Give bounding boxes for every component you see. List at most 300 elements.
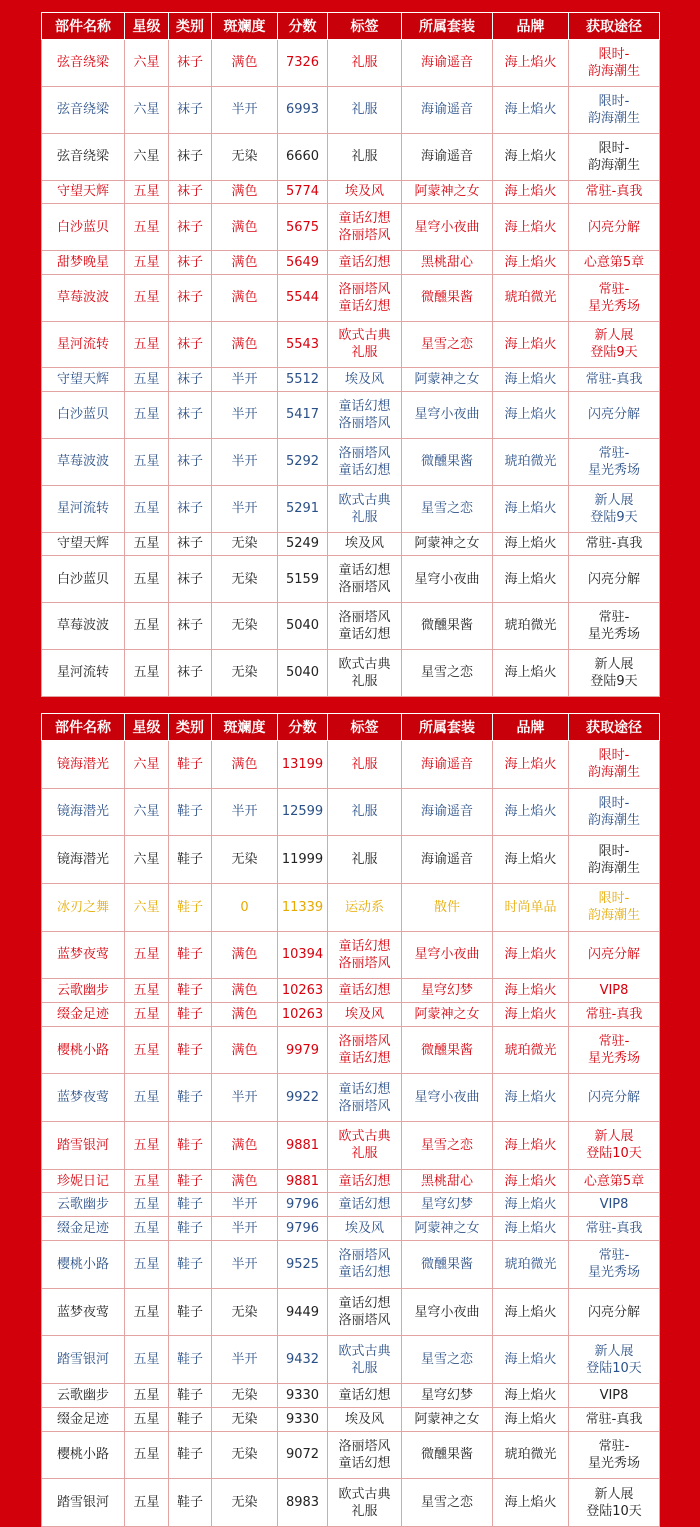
cell-text-line: 星光秀场 [587, 1455, 640, 1471]
category-cell: 鞋子 [169, 1431, 212, 1479]
item-name-cell: 樱桃小路 [42, 1431, 125, 1479]
brand-cell [493, 1026, 569, 1074]
source-cell [569, 40, 660, 87]
item-name-cell: 草莓波波 [42, 438, 125, 485]
outfit-set-cell [402, 1479, 493, 1527]
cell-text-line: 海上焰火 [504, 102, 557, 118]
table-row [42, 251, 660, 274]
category-cell: 鞋子 [169, 1407, 212, 1431]
item-name-cell: 冰刃之舞 [42, 883, 125, 931]
cell-text-line: 童话幻想 [338, 1265, 391, 1281]
score-cell: 9881 [278, 1169, 328, 1193]
header-score: 分数 [278, 13, 328, 40]
cell-text-line: 星穹小夜曲 [414, 407, 480, 423]
cell-text-line: 琥珀微光 [504, 290, 557, 306]
star-level-cell: 五星 [125, 1122, 169, 1170]
category-cell: 袜子 [169, 438, 212, 485]
cell-text-line: 星光秀场 [587, 1051, 640, 1067]
cell-text-line: 童话幻想 [338, 626, 391, 642]
star-level-cell: 六星 [125, 788, 169, 836]
cell-text-line: 常驻-真我 [585, 1221, 643, 1237]
cell-text-line: 新人展 [594, 1486, 634, 1502]
cell-text-line: 洛丽塔风 [338, 609, 391, 625]
category-cell: 鞋子 [169, 1241, 212, 1289]
score-cell: 13199 [278, 741, 328, 789]
cell-text-line: 海上焰火 [504, 947, 557, 963]
item-name-cell: 樱桃小路 [42, 1026, 125, 1074]
item-name-cell: 缀金足迹 [42, 1002, 125, 1026]
cell-text-line: 限时- [598, 843, 630, 859]
item-name-cell: 星河流转 [42, 321, 125, 368]
brand-cell [493, 788, 569, 836]
cell-text-line: 限时- [598, 140, 630, 156]
cell-text-line: 海上焰火 [504, 1352, 557, 1368]
source-cell [569, 1383, 660, 1407]
cell-text-line: 洛丽塔风 [338, 1098, 391, 1114]
cell-text-line: 星雪之恋 [420, 1352, 473, 1368]
source-cell [569, 321, 660, 368]
score-cell: 5040 [278, 649, 328, 696]
tags-cell [328, 1336, 402, 1384]
cell-text-line: 礼服 [351, 345, 378, 361]
source-cell [569, 883, 660, 931]
header-source: 获取途径 [569, 714, 660, 741]
outfit-set-cell [402, 274, 493, 321]
category-cell: 袜子 [169, 204, 212, 251]
brand-cell [493, 649, 569, 696]
category-cell: 鞋子 [169, 1217, 212, 1241]
source-cell [569, 1241, 660, 1289]
tags-cell [328, 1217, 402, 1241]
brand-cell [493, 133, 569, 180]
tags-cell [328, 204, 402, 251]
outfit-set-cell [402, 532, 493, 555]
category-cell: 袜子 [169, 321, 212, 368]
cell-text-line: 洛丽塔风 [338, 955, 391, 971]
cell-text-line: 童话幻想 [338, 1081, 391, 1097]
cell-text-line: 海上焰火 [504, 852, 557, 868]
source-cell [569, 979, 660, 1003]
table-row [42, 1169, 660, 1193]
cell-text-line: 星光秀场 [587, 626, 640, 642]
dye-level-cell: 满色 [212, 1026, 278, 1074]
category-cell: 鞋子 [169, 1026, 212, 1074]
outfit-set-cell [402, 438, 493, 485]
cell-text-line: 海上焰火 [504, 536, 557, 552]
star-level-cell: 五星 [125, 180, 169, 203]
table-header-row [42, 714, 660, 741]
tags-cell [328, 931, 402, 979]
dye-level-cell: 半开 [212, 485, 278, 532]
cell-text-line: 星雪之恋 [420, 501, 473, 517]
table-row [42, 86, 660, 133]
outfit-set-cell [402, 204, 493, 251]
table-row [42, 180, 660, 203]
cell-text-line: 海上焰火 [504, 1495, 557, 1510]
cell-text-line: 常驻- [598, 1438, 630, 1454]
source-cell [569, 1122, 660, 1170]
score-cell: 9922 [278, 1074, 328, 1122]
table-row [42, 1074, 660, 1122]
item-name-cell: 守望天辉 [42, 368, 125, 391]
tags-cell [328, 133, 402, 180]
outfit-set-cell [402, 883, 493, 931]
star-level-cell: 五星 [125, 251, 169, 274]
star-level-cell: 五星 [125, 274, 169, 321]
brand-cell [493, 368, 569, 391]
outfit-set-cell [402, 649, 493, 696]
cell-text-line: 星雪之恋 [420, 1495, 473, 1510]
cell-text-line: 常驻- [598, 1248, 630, 1264]
item-name-cell: 镜海潜光 [42, 741, 125, 789]
cell-text-line: 星穹幻梦 [420, 1387, 473, 1403]
category-cell: 袜子 [169, 180, 212, 203]
header-dye-level: 斑斓度 [212, 714, 278, 741]
table-row [42, 931, 660, 979]
score-cell: 8983 [278, 1479, 328, 1527]
outfit-set-cell [402, 1336, 493, 1384]
cell-text-line: 礼服 [351, 102, 378, 118]
source-cell [569, 1288, 660, 1336]
brand-cell [493, 86, 569, 133]
star-level-cell: 五星 [125, 532, 169, 555]
source-cell [569, 931, 660, 979]
item-name-cell: 弦音绕梁 [42, 133, 125, 180]
tags-cell [328, 1122, 402, 1170]
item-name-cell: 守望天辉 [42, 532, 125, 555]
cell-text-line: 海上焰火 [504, 372, 557, 388]
outfit-set-cell [402, 1431, 493, 1479]
cell-text-line: 童话幻想 [338, 1387, 391, 1403]
table-row [42, 1002, 660, 1026]
cell-text-line: 阿蒙神之女 [414, 1006, 480, 1022]
cell-text-line: 登陆9天 [590, 673, 638, 689]
dye-level-cell: 无染 [212, 1383, 278, 1407]
outfit-set-cell [402, 86, 493, 133]
star-level-cell: 五星 [125, 1407, 169, 1431]
item-name-cell: 星河流转 [42, 649, 125, 696]
header-dye-level: 斑斓度 [212, 13, 278, 40]
tags-cell [328, 1002, 402, 1026]
item-name-cell: 云歌幽步 [42, 1193, 125, 1217]
category-cell: 鞋子 [169, 1169, 212, 1193]
outfit-set-cell [402, 133, 493, 180]
outfit-set-cell [402, 321, 493, 368]
cell-text-line: 海上焰火 [504, 1411, 557, 1427]
brand-cell [493, 1241, 569, 1289]
score-cell: 5544 [278, 274, 328, 321]
category-cell: 鞋子 [169, 979, 212, 1003]
cell-text-line: 欧式古典 [338, 1486, 391, 1502]
star-level-cell: 五星 [125, 1288, 169, 1336]
cell-text-line: 洛丽塔风 [338, 1313, 391, 1328]
header-category: 类别 [169, 714, 212, 741]
item-name-cell: 踏雪银河 [42, 1122, 125, 1170]
table-row [42, 836, 660, 884]
cell-text-line: 海上焰火 [504, 756, 557, 772]
category-cell: 鞋子 [169, 1074, 212, 1122]
table-row [42, 1479, 660, 1527]
score-cell: 5159 [278, 556, 328, 603]
cell-text-line: 星雪之恋 [420, 336, 473, 352]
outfit-set-cell [402, 836, 493, 884]
cell-text-line: 埃及风 [344, 372, 384, 388]
item-name-cell: 蓝梦夜莺 [42, 931, 125, 979]
header-outfit-set: 所属套装 [402, 13, 493, 40]
table-row [42, 603, 660, 650]
score-cell: 9979 [278, 1026, 328, 1074]
cell-text-line: 童话幻想 [338, 1197, 391, 1213]
tags-cell [328, 1026, 402, 1074]
star-level-cell: 五星 [125, 1002, 169, 1026]
dye-level-cell: 满色 [212, 1169, 278, 1193]
star-level-cell: 五星 [125, 556, 169, 603]
cell-text-line: 星光秀场 [587, 298, 640, 314]
item-name-cell: 草莓波波 [42, 603, 125, 650]
star-level-cell: 五星 [125, 438, 169, 485]
dye-level-cell: 满色 [212, 1122, 278, 1170]
cell-text-line: 童话幻想 [338, 1455, 391, 1471]
cell-text-line: 海谕遥音 [420, 102, 473, 118]
source-cell [569, 251, 660, 274]
source-cell [569, 741, 660, 789]
cell-text-line: 童话幻想 [338, 211, 391, 227]
star-level-cell: 六星 [125, 883, 169, 931]
cell-text-line: 海上焰火 [504, 1387, 557, 1403]
cell-text-line: 散件 [433, 899, 460, 915]
source-cell [569, 86, 660, 133]
cell-text-line: 常驻-真我 [585, 184, 643, 200]
star-level-cell: 五星 [125, 931, 169, 979]
brand-cell [493, 1002, 569, 1026]
cell-text-line: 韵海潮生 [587, 908, 640, 924]
brand-cell [493, 1217, 569, 1241]
brand-cell [493, 1193, 569, 1217]
tags-cell [328, 836, 402, 884]
table-row [42, 40, 660, 87]
star-level-cell: 五星 [125, 603, 169, 650]
cell-text-line: 微醺果酱 [420, 290, 473, 306]
source-cell [569, 1169, 660, 1193]
outfit-set-cell [402, 1383, 493, 1407]
dye-level-cell: 半开 [212, 1336, 278, 1384]
cell-text-line: 闪亮分解 [587, 219, 640, 235]
item-name-cell: 镜海潜光 [42, 836, 125, 884]
cell-text-line: 欧式古典 [338, 656, 391, 672]
brand-cell [493, 1383, 569, 1407]
brand-cell [493, 1169, 569, 1193]
category-cell: 袜子 [169, 532, 212, 555]
outfit-set-cell [402, 931, 493, 979]
dye-level-cell: 满色 [212, 180, 278, 203]
cell-text-line: 埃及风 [344, 184, 384, 200]
brand-cell [493, 1431, 569, 1479]
star-level-cell: 六星 [125, 836, 169, 884]
brand-cell [493, 836, 569, 884]
cell-text-line: 限时- [598, 795, 630, 811]
category-cell: 袜子 [169, 251, 212, 274]
category-cell: 袜子 [169, 274, 212, 321]
table-row [42, 133, 660, 180]
cell-text-line: 海谕遥音 [420, 852, 473, 868]
header-source: 获取途径 [569, 13, 660, 40]
table-row [42, 274, 660, 321]
star-level-cell: 五星 [125, 391, 169, 438]
outfit-set-cell [402, 1074, 493, 1122]
cell-text-line: 心意第5章 [583, 254, 645, 270]
item-name-cell: 云歌幽步 [42, 1383, 125, 1407]
cell-text-line: 海上焰火 [504, 571, 557, 587]
score-cell: 10263 [278, 979, 328, 1003]
star-level-cell: 五星 [125, 1217, 169, 1241]
score-cell: 5512 [278, 368, 328, 391]
score-cell: 9432 [278, 1336, 328, 1384]
brand-cell [493, 979, 569, 1003]
table-row [42, 649, 660, 696]
source-cell [569, 649, 660, 696]
cell-text-line: 埃及风 [344, 1411, 384, 1427]
category-cell: 鞋子 [169, 883, 212, 931]
score-cell: 11999 [278, 836, 328, 884]
cell-text-line: 海上焰火 [504, 1173, 557, 1189]
cell-text-line: 童话幻想 [338, 298, 391, 314]
score-cell: 6993 [278, 86, 328, 133]
tags-cell [328, 1193, 402, 1217]
brand-cell [493, 603, 569, 650]
star-level-cell: 六星 [125, 741, 169, 789]
cell-text-line: 常驻-真我 [585, 1006, 643, 1022]
table-row [42, 1288, 660, 1336]
item-name-cell: 镜海潜光 [42, 788, 125, 836]
brand-cell [493, 1122, 569, 1170]
dye-level-cell: 无染 [212, 649, 278, 696]
tags-cell [328, 40, 402, 87]
item-name-cell: 樱桃小路 [42, 1241, 125, 1289]
cell-text-line: 礼服 [351, 55, 378, 71]
cell-text-line: 洛丽塔风 [338, 445, 391, 461]
tags-cell [328, 788, 402, 836]
table-row [42, 438, 660, 485]
brand-cell [493, 391, 569, 438]
source-cell [569, 1407, 660, 1431]
star-level-cell: 五星 [125, 1169, 169, 1193]
outfit-set-cell [402, 741, 493, 789]
cell-text-line: 童话幻想 [338, 398, 391, 414]
source-cell [569, 391, 660, 438]
item-name-cell: 甜梦晚星 [42, 251, 125, 274]
outfit-set-cell [402, 603, 493, 650]
cell-text-line: 童话幻想 [338, 1173, 391, 1189]
cell-text-line: 海上焰火 [504, 336, 557, 352]
category-cell: 鞋子 [169, 1336, 212, 1384]
source-cell [569, 133, 660, 180]
shoes-score-table [41, 713, 660, 1527]
cell-text-line: 琥珀微光 [504, 1042, 557, 1058]
category-cell: 鞋子 [169, 1479, 212, 1527]
cell-text-line: 微醺果酱 [420, 1447, 473, 1463]
tags-cell [328, 1074, 402, 1122]
outfit-set-cell [402, 40, 493, 87]
brand-cell [493, 1288, 569, 1336]
cell-text-line: 埃及风 [344, 1006, 384, 1022]
cell-text-line: 新人展 [594, 1343, 634, 1359]
cell-text-line: 星光秀场 [587, 462, 640, 478]
star-level-cell: 六星 [125, 133, 169, 180]
tags-cell [328, 391, 402, 438]
star-level-cell: 五星 [125, 1383, 169, 1407]
dye-level-cell: 满色 [212, 40, 278, 87]
cell-text-line: 洛丽塔风 [338, 1438, 391, 1454]
cell-text-line: 童话幻想 [338, 254, 391, 270]
table-row [42, 556, 660, 603]
cell-text-line: 星光秀场 [587, 1265, 640, 1281]
table-row [42, 1193, 660, 1217]
item-name-cell: 白沙蓝贝 [42, 204, 125, 251]
tags-cell [328, 368, 402, 391]
table-row [42, 979, 660, 1003]
cell-text-line: 微醺果酱 [420, 1256, 473, 1272]
score-cell: 11339 [278, 883, 328, 931]
cell-text-line: 常驻- [598, 281, 630, 297]
outfit-set-cell [402, 1026, 493, 1074]
item-name-cell: 星河流转 [42, 485, 125, 532]
cell-text-line: 闪亮分解 [587, 407, 640, 423]
dye-level-cell: 半开 [212, 86, 278, 133]
score-cell: 10394 [278, 931, 328, 979]
star-level-cell: 五星 [125, 649, 169, 696]
category-cell: 袜子 [169, 485, 212, 532]
score-cell: 5675 [278, 204, 328, 251]
table-row [42, 321, 660, 368]
header-tags: 标签 [328, 13, 402, 40]
score-cell: 5040 [278, 603, 328, 650]
cell-text-line: 限时- [598, 93, 630, 109]
item-name-cell: 白沙蓝贝 [42, 556, 125, 603]
cell-text-line: 礼服 [351, 852, 378, 868]
table-row [42, 788, 660, 836]
dye-level-cell: 无染 [212, 1431, 278, 1479]
cell-text-line: 海上焰火 [504, 55, 557, 71]
cell-text-line: 童话幻想 [338, 938, 391, 954]
cell-text-line: 韵海潮生 [587, 765, 640, 781]
category-cell: 鞋子 [169, 1288, 212, 1336]
item-name-cell: 弦音绕梁 [42, 40, 125, 87]
score-cell: 5649 [278, 251, 328, 274]
dye-level-cell: 满色 [212, 274, 278, 321]
header-category: 类别 [169, 13, 212, 40]
cell-text-line: 海上焰火 [504, 1090, 557, 1106]
brand-cell [493, 251, 569, 274]
cell-text-line: 韵海潮生 [587, 812, 640, 828]
cell-text-line: 常驻-真我 [585, 1411, 643, 1427]
dye-level-cell: 半开 [212, 1241, 278, 1289]
cell-text-line: 时尚单品 [504, 899, 557, 915]
cell-text-line: 阿蒙神之女 [414, 1411, 480, 1427]
category-cell: 袜子 [169, 86, 212, 133]
cell-text-line: 海谕遥音 [420, 756, 473, 772]
table-row [42, 1431, 660, 1479]
score-cell: 5543 [278, 321, 328, 368]
star-level-cell: 六星 [125, 40, 169, 87]
source-cell [569, 1217, 660, 1241]
tags-cell [328, 532, 402, 555]
dye-level-cell: 满色 [212, 204, 278, 251]
dye-level-cell: 满色 [212, 741, 278, 789]
cell-text-line: 海上焰火 [504, 149, 557, 165]
brand-cell [493, 883, 569, 931]
item-name-cell: 珍妮日记 [42, 1169, 125, 1193]
cell-text-line: 欧式古典 [338, 328, 391, 344]
